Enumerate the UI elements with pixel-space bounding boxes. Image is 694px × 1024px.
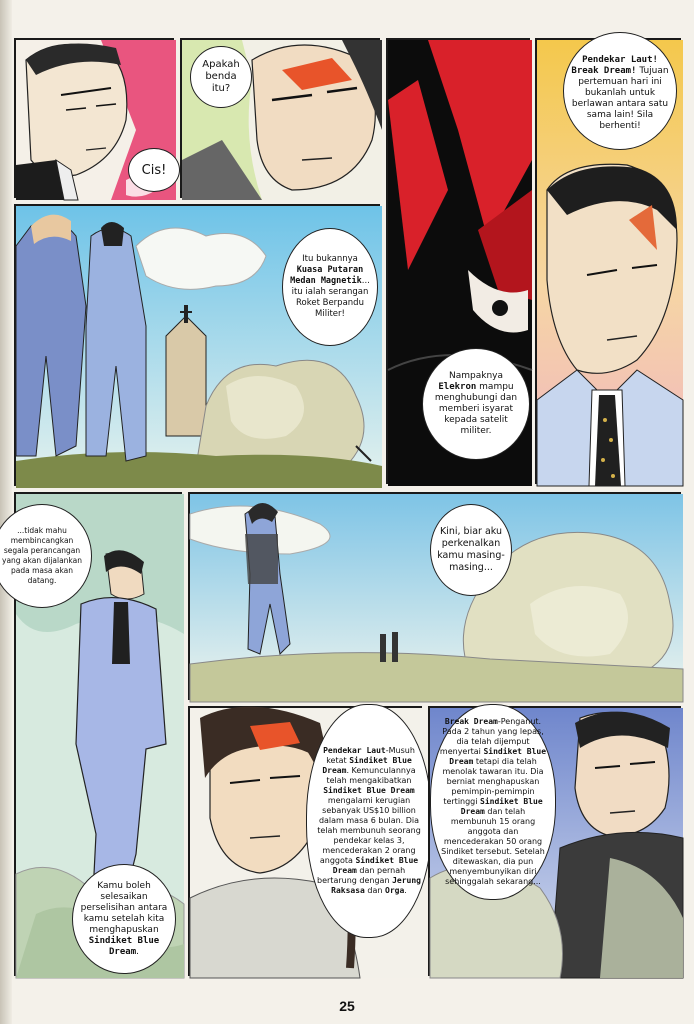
panel-pendekar-laut-profile bbox=[188, 706, 422, 976]
speech-text: ...tidak mahu membincangkan segala perancangan yang akan dijalankan pada masa akan datang. bbox=[2, 526, 82, 585]
book-spine-shadow bbox=[0, 0, 12, 1024]
speech-bubble-pendekar-bio: Pendekar Laut-Musuh ketat Sindiket Blue Dream. Kemunculannya telah mengakibatkan Sindiket Blue Dream mengalami kerugian sebanyak US$10 billion dalam masa 6 bulan. Dia telah membunuh seorang pendekar kelas 3, mencederakan 2 orang anggota Sindiket Blue Dream dan pernah bertarung dengan Jerung Raksasa dan Orga. bbox=[306, 704, 432, 938]
speech-bubble-break-dream-bio: Break Dream-Penganut. Pada 2 tahun yang lepas, dia telah dijemput menyertai Sindiket Blue Dream tetapi dia telah menolak tawaran itu. Dia berniat menghapuskan pemimpin-pemimpin tertinggi Sindiket Blue Dream dan telah membunuh 15 orang anggota dan mencederakan 50 orang Sindiket tersebut. Setelah ditewaskan, dia pun menyembunyikan diri sehinggalah sekarang... bbox=[430, 704, 556, 900]
speech-bubble-perkenalkan bbox=[430, 504, 512, 596]
speech-text: Apakah benda itu? bbox=[202, 59, 240, 94]
speech-bubble-kamu-boleh: Kamu boleh selesaikan perselisihan antara kamu setelah kita menghapuskan Sindiket Blue Dream. bbox=[72, 864, 176, 974]
panel-pendekar-laut-face bbox=[180, 38, 380, 198]
panel-man-suit-portrait bbox=[535, 38, 681, 484]
speech-bubble-pendekar-break: Pendekar Laut! Break Dream! Tujuan pertemuan hari ini bukanlah untuk berlawan antara satu sama lain! Sila berhenti! bbox=[563, 32, 677, 150]
speech-text: Kini, biar aku perkenalkan kamu masing-masing... bbox=[437, 526, 505, 573]
panel-landscape-explosion bbox=[188, 492, 681, 700]
panel-red-black-abstract bbox=[386, 38, 530, 484]
panel-break-dream-profile bbox=[428, 706, 681, 976]
panel-man-walking bbox=[2, 492, 182, 976]
speech-bubble-apakah bbox=[190, 46, 252, 108]
panel-two-men-church bbox=[14, 204, 380, 486]
speech-text: Cis! bbox=[141, 162, 167, 178]
speech-bubble-roket: Itu bukannya Kuasa Putaran Medan Magnetik... itu ialah serangan Roket Berpandu Militer! bbox=[282, 228, 378, 346]
panel-man-glasses bbox=[14, 38, 174, 198]
page-number: 25 bbox=[339, 998, 355, 1014]
speech-bubble-cis bbox=[128, 148, 180, 192]
speech-bubble-elekron: Nampaknya Elekron mampu menghubungi dan memberi isyarat kepada satelit militer. bbox=[422, 348, 530, 460]
